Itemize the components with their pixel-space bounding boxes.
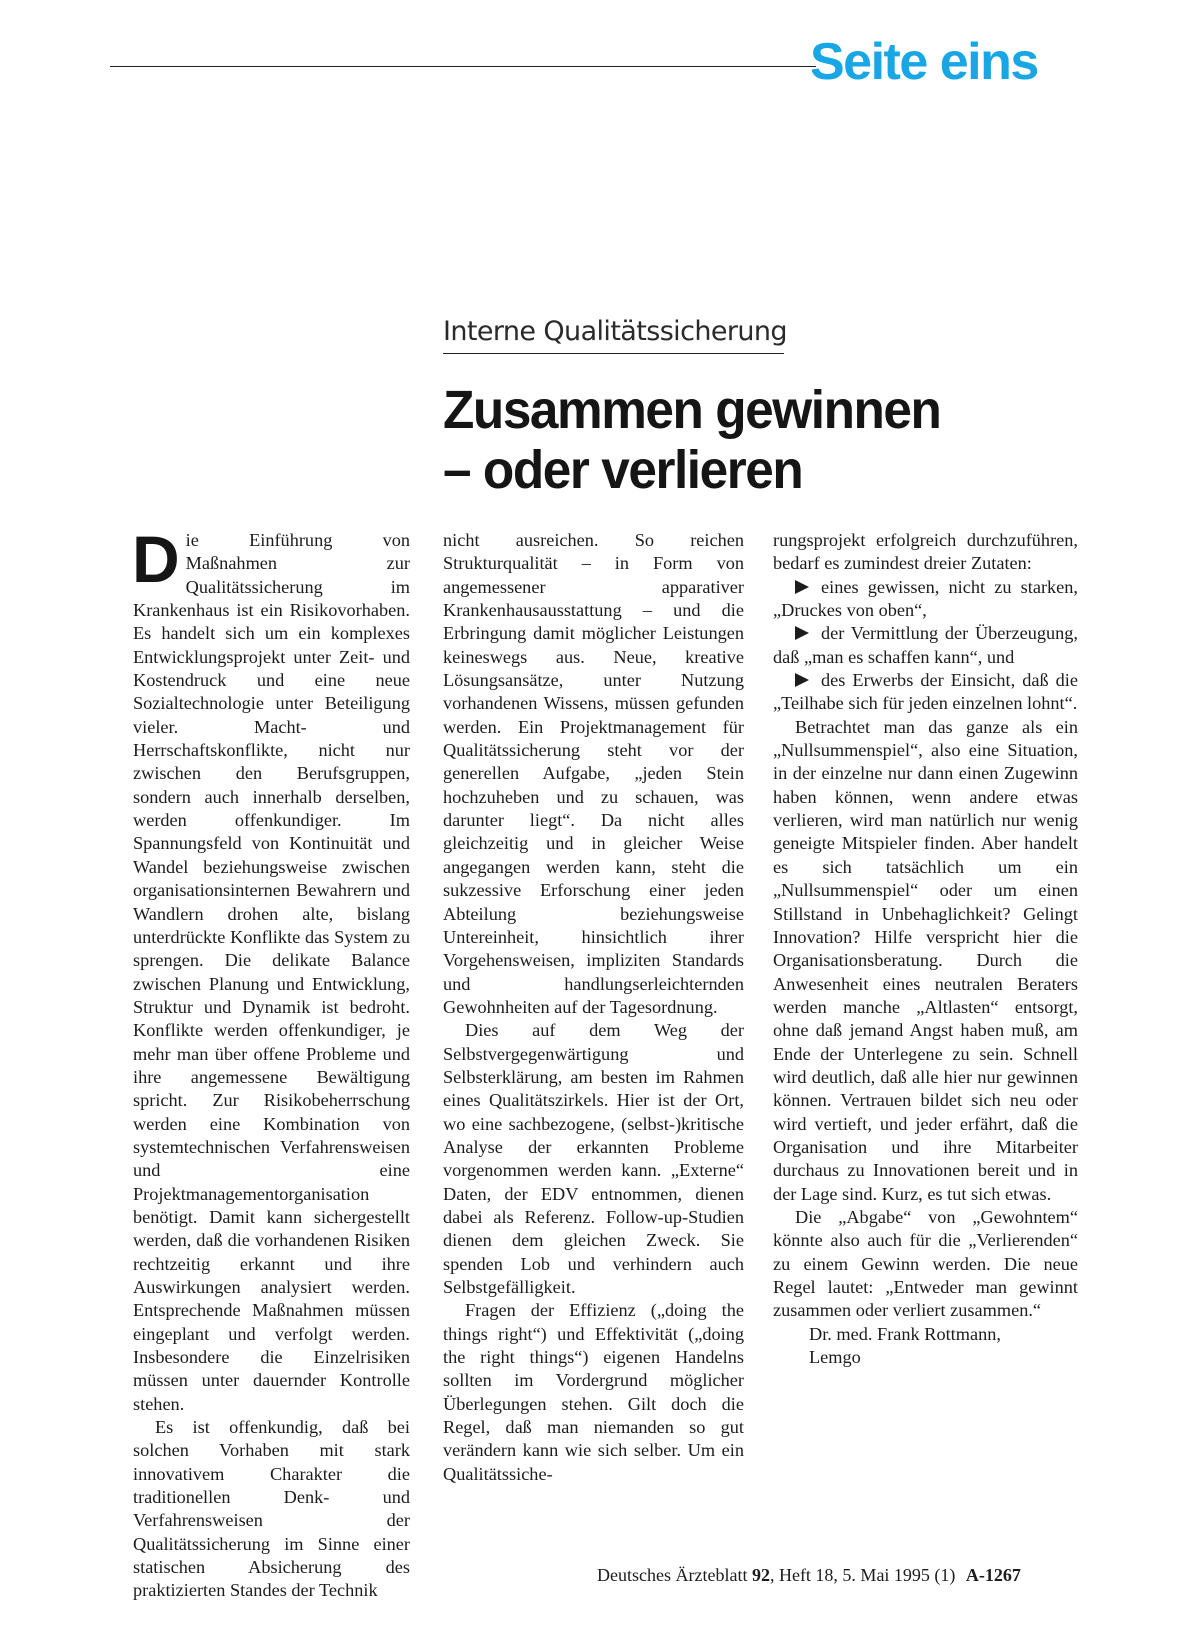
- paragraph: Es ist offenkundig, daß bei solchen Vorhaben mit stark innovativem Charakter die traditionellen Denk- und Verfahrensweisen der Qualitätssicherung im Sinne einer statischen Absicherung des praktizierten Standes der Technik: [133, 1417, 410, 1601]
- headline-line-1: Zusammen gewinnen: [443, 380, 941, 440]
- author-location: Lemgo: [809, 1347, 861, 1368]
- header-rule: [110, 66, 816, 67]
- paragraph: Die „Abgabe“ von „Gewohntem“ könnte also auch für die „Verlierenden“ zu einem Gewinn werden. Die neue Regel lautet: „Entweder man gewinnt zusammen oder verliert zusammen.“: [773, 1206, 1078, 1321]
- page-footer: [597, 1565, 1021, 1586]
- journal-volume: 92: [751, 1565, 770, 1585]
- kicker-rule: [443, 353, 784, 354]
- paragraph: Dies auf dem Weg der Selbstvergegenwärtigung und Selbsterklärung, am besten im Rahmen eines Qualitätszirkels. Hier ist der Ort, wo eine sachbezogene, (selbst-)kritische Analyse der erkannten Probleme vorgenommen werden kann. „Externe“ Daten, der EDV entnommen, dienen dabei als Referenz. Follow-up-Studien dienen dem gleichen Zweck. Sie spenden Lob und verhindern auch Selbstgefälligkeit.: [443, 1020, 744, 1297]
- bullet-item: [773, 622, 1078, 669]
- page-number: A-1267: [965, 1565, 1021, 1585]
- paragraph: [132, 522, 410, 1416]
- paragraph: rungsprojekt erfolgreich durchzuführen, bedarf es zumindest dreier Zutaten:: [773, 530, 1078, 574]
- drop-cap: D: [132, 522, 180, 596]
- bullet-item: [773, 669, 1078, 716]
- author-name: Dr. med. Frank Rottmann,: [809, 1323, 1001, 1344]
- journal-name: Deutsches Ärzteblatt: [597, 1565, 748, 1585]
- text-column-2: [443, 529, 744, 1486]
- bullet-text: eines gewissen, nicht zu starken, „Druckes von oben“,: [773, 576, 1078, 621]
- bullet-text: der Vermittlung der Überzeugung, daß „man es schaffen kann“, und: [773, 623, 1078, 667]
- bullet-item: [773, 576, 1078, 623]
- paragraph: Fragen der Effizienz („doing the things right“) und Effektivität („doing the right things“) eigenen Handelns sollten im Vordergrund möglicher Überlegungen stehen. Gilt doch die Regel, daß man niemanden so gut verändern kann wie sich selber. Um ein Qualitätssiche-: [443, 1300, 744, 1484]
- article-headline: [443, 380, 1108, 500]
- text-column-1: [132, 522, 410, 1603]
- headline-line-2: – oder verlieren: [443, 440, 803, 500]
- text-column-3: [773, 529, 1078, 1369]
- triangle-bullet-icon: [795, 673, 809, 687]
- issue-date: , Heft 18, 5. Mai 1995 (1): [769, 1565, 956, 1585]
- triangle-bullet-icon: [795, 580, 809, 594]
- paragraph: nicht ausreichen. So reichen Strukturqualität – in Form von angemessener apparativer Krankenhausausstattung – und die Erbringung damit möglicher Leistungen keineswegs aus. Neue, kreative Lösungsansätze, unter Nutzung vorhandenen Wissens, müssen gefunden werden. Ein Projektmanagement für Qualitätssicherung steht vor der generellen Aufgabe, „jeden Stein hochzuheben und zu schauen, was darunter liegt“. Da nicht alles gleichzeitig und in gleicher Weise angegangen werden kann, steht die sukzessive Erforschung einer jeden Abteilung beziehungsweise Untereinheit, hinsichtlich ihrer Vorgehensweisen, impliziten Standards und handlungserleichternden Gewohnheiten auf der Tagesordnung.: [443, 530, 744, 1017]
- bullet-text: des Erwerbs der Einsicht, daß die „Teilhabe sich für jeden einzelnen lohnt“.: [773, 670, 1078, 714]
- article-kicker: Interne Qualitätssicherung: [443, 316, 787, 347]
- paragraph-text: ie Einführung von Maßnahmen zur Qualitätssicherung im Krankenhaus ist ein Risikovorhaben. Es handelt sich um ein komplexes Entwicklungsprojekt unter Zeit- und Kostendruck und eine neue Sozialtechnologie unter Beteiligung vieler. Macht- und Herrschaftskonflikte, nicht nur zwischen den Berufsgruppen, sondern auch innerhalb derselben, werden offenkundiger. Im Spannungsfeld von Kontinuität und Wandel beziehungsweise zwischen organisationsinternen Bewahrern und Wandlern drohen alte, bislang unterdrückte Konflikte das System zu sprengen. Die delikate Balance zwischen Planung und Entwicklung, Struktur und Dynamik ist bedroht. Konflikte werden offenkundiger, je mehr man über offene Probleme und ihre angemessene Bewältigung spricht. Zur Risikobeherrschung werden eine Kombination von systemtechnischen Verfahrensweisen und eine Projektmanagementorganisation benötigt. Damit kann sichergestellt werden, daß die vorhandenen Risiken rechtzeitig erkannt und ihre Auswirkungen analysiert werden. Entsprechende Maßnahmen müssen eingeplant und verfolgt werden. Insbesondere die Einzelrisiken müssen unter dauernder Kontrolle stehen.: [133, 530, 410, 1414]
- section-label: Seite eins: [810, 33, 1038, 91]
- paragraph: Betrachtet man das ganze als ein „Nullsummenspiel“, also eine Situation, in der einzelne nur dann einen Zugewinn haben können, wenn andere etwas verlieren, wird man natürlich nur wenig geneigte Mitspieler finden. Aber handelt es sich tatsächlich um ein „Nullsummenspiel“ oder um einen Stillstand in Unbehaglichkeit? Gelingt Innovation? Hilfe verspricht hier die Organisationsberatung. Durch die Anwesenheit eines neutralen Beraters werden manche „Altlasten“ entsorgt, ohne daß jemand Angst haben muß, am Ende der Unterlegene zu sein. Schnell wird deutlich, daß alle hier nur gewinnen können. Vertrauen bildet sich neu oder wird vertieft, und jeder erfährt, daß die Organisation und ihre Mitarbeiter durchaus zu Innovationen bereit und in der Lage sind. Kurz, es tut sich etwas.: [773, 716, 1078, 1204]
- triangle-bullet-icon: [795, 626, 809, 640]
